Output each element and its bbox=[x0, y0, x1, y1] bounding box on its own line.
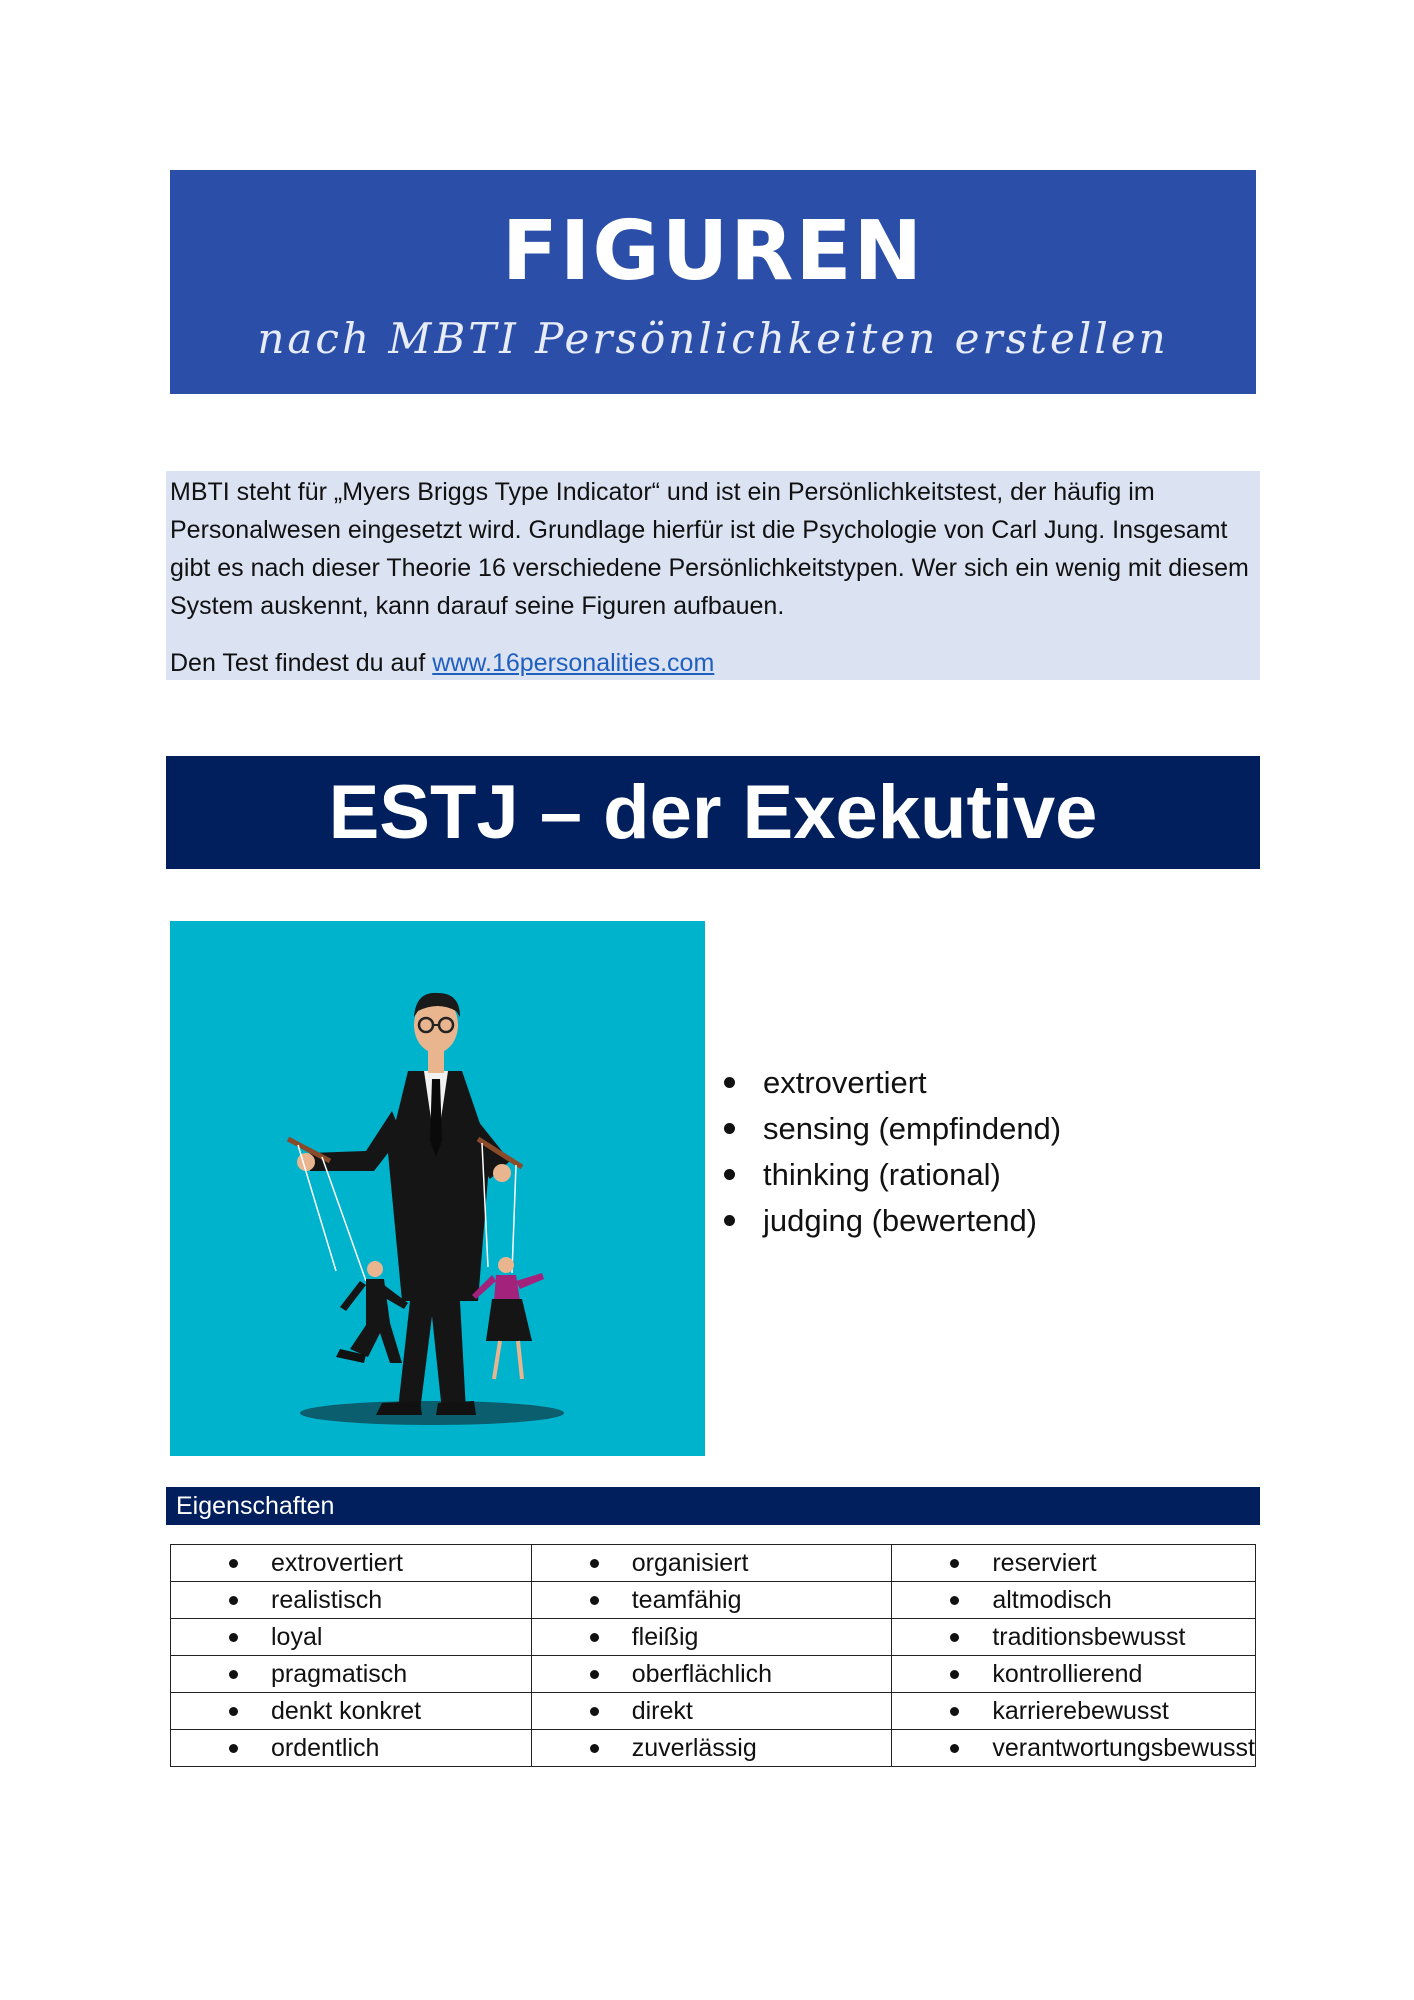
bullet-icon bbox=[229, 1559, 238, 1568]
banner-title: FIGUREN bbox=[501, 204, 925, 299]
property-label: denkt konkret bbox=[271, 1697, 422, 1725]
table-row bbox=[171, 1582, 1256, 1619]
bullet-icon bbox=[724, 1077, 735, 1088]
table-cell bbox=[892, 1619, 1256, 1656]
bullet-icon bbox=[724, 1215, 735, 1226]
table-cell bbox=[892, 1582, 1256, 1619]
table-cell bbox=[892, 1656, 1256, 1693]
property-label: organisiert bbox=[631, 1549, 749, 1577]
properties-header: Eigenschaften bbox=[166, 1487, 1260, 1525]
bullet-icon bbox=[229, 1596, 238, 1605]
trait-item bbox=[720, 1152, 1240, 1198]
bullet-icon bbox=[590, 1670, 599, 1679]
property-label: altmodisch bbox=[992, 1586, 1112, 1614]
property-label: ordentlich bbox=[271, 1734, 380, 1762]
test-link[interactable]: www.16personalities.com bbox=[432, 649, 715, 677]
bullet-icon bbox=[590, 1633, 599, 1642]
property-label: oberflächlich bbox=[631, 1660, 773, 1688]
bullet-icon bbox=[724, 1123, 735, 1134]
table-cell bbox=[531, 1656, 892, 1693]
table-cell bbox=[171, 1545, 532, 1582]
trait-item bbox=[720, 1060, 1240, 1106]
test-prefix: Den Test findest du auf bbox=[170, 649, 433, 677]
trait-item bbox=[720, 1106, 1240, 1152]
table-cell bbox=[892, 1693, 1256, 1730]
trait-list bbox=[720, 1060, 1240, 1244]
property-label: realistisch bbox=[271, 1586, 383, 1614]
table-cell bbox=[171, 1730, 532, 1767]
property-label: loyal bbox=[271, 1623, 323, 1651]
trait-item bbox=[720, 1198, 1240, 1244]
table-row bbox=[171, 1730, 1256, 1767]
table-cell bbox=[171, 1619, 532, 1656]
property-label: extrovertiert bbox=[271, 1549, 403, 1577]
property-label: traditionsbewusst bbox=[992, 1623, 1186, 1651]
trait-label: thinking (rational) bbox=[763, 1157, 1001, 1192]
bullet-icon bbox=[590, 1559, 599, 1568]
properties-table bbox=[170, 1544, 1256, 1767]
trait-label: sensing (empfindend) bbox=[763, 1111, 1062, 1146]
bullet-icon bbox=[590, 1707, 599, 1716]
property-label: kontrollierend bbox=[992, 1660, 1143, 1688]
intro-paragraph: MBTI steht für „Myers Briggs Type Indicator“ und ist ein Persönlichkeitstest, der häufig im Personalwesen eingesetzt wird. Grundlage hierfür ist die Psychologie von Carl Jung. Insgesamt gibt es nach dieser Theorie 16 verschiedene Persönlichkeitstypen. Wer sich ein wenig mit diesem System auskennt, kann darauf seine Figuren aufbauen. bbox=[170, 478, 1249, 620]
property-label: direkt bbox=[631, 1697, 693, 1725]
table-cell bbox=[531, 1545, 892, 1582]
bullet-icon bbox=[724, 1169, 735, 1180]
table-cell bbox=[531, 1693, 892, 1730]
property-label: reserviert bbox=[992, 1549, 1097, 1577]
table-cell bbox=[171, 1582, 532, 1619]
property-label: pragmatisch bbox=[271, 1660, 408, 1688]
trait-label: extrovertiert bbox=[763, 1065, 927, 1100]
title-banner bbox=[170, 170, 1256, 394]
type-header: ESTJ – der Exekutive bbox=[166, 756, 1260, 869]
property-label: karrierebewusst bbox=[992, 1697, 1169, 1725]
bullet-icon bbox=[590, 1744, 599, 1753]
bullet-icon bbox=[229, 1707, 238, 1716]
property-label: fleißig bbox=[631, 1623, 699, 1651]
property-label: zuverlässig bbox=[631, 1734, 757, 1762]
table-row bbox=[171, 1656, 1256, 1693]
table-cell bbox=[171, 1693, 532, 1730]
table-row bbox=[171, 1619, 1256, 1656]
bullet-icon bbox=[229, 1633, 238, 1642]
trait-label: judging (bewertend) bbox=[763, 1203, 1038, 1238]
test-line bbox=[170, 644, 1256, 682]
table-cell bbox=[531, 1619, 892, 1656]
table-row bbox=[171, 1545, 1256, 1582]
bullet-icon bbox=[229, 1744, 238, 1753]
intro-box bbox=[166, 471, 1260, 680]
table-cell bbox=[171, 1656, 532, 1693]
table-row bbox=[171, 1693, 1256, 1730]
table-cell bbox=[531, 1582, 892, 1619]
banner-subtitle: nach MBTI Persönlichkeiten erstellen bbox=[257, 314, 1169, 363]
table-cell bbox=[531, 1730, 892, 1767]
bullet-icon bbox=[229, 1670, 238, 1679]
table-cell bbox=[892, 1730, 1256, 1767]
property-label: teamfähig bbox=[631, 1586, 742, 1614]
bullet-icon bbox=[590, 1596, 599, 1605]
table-cell bbox=[892, 1545, 1256, 1582]
property-label: verantwortungsbewusst bbox=[992, 1734, 1255, 1762]
puppet-master-illustration bbox=[170, 921, 705, 1456]
